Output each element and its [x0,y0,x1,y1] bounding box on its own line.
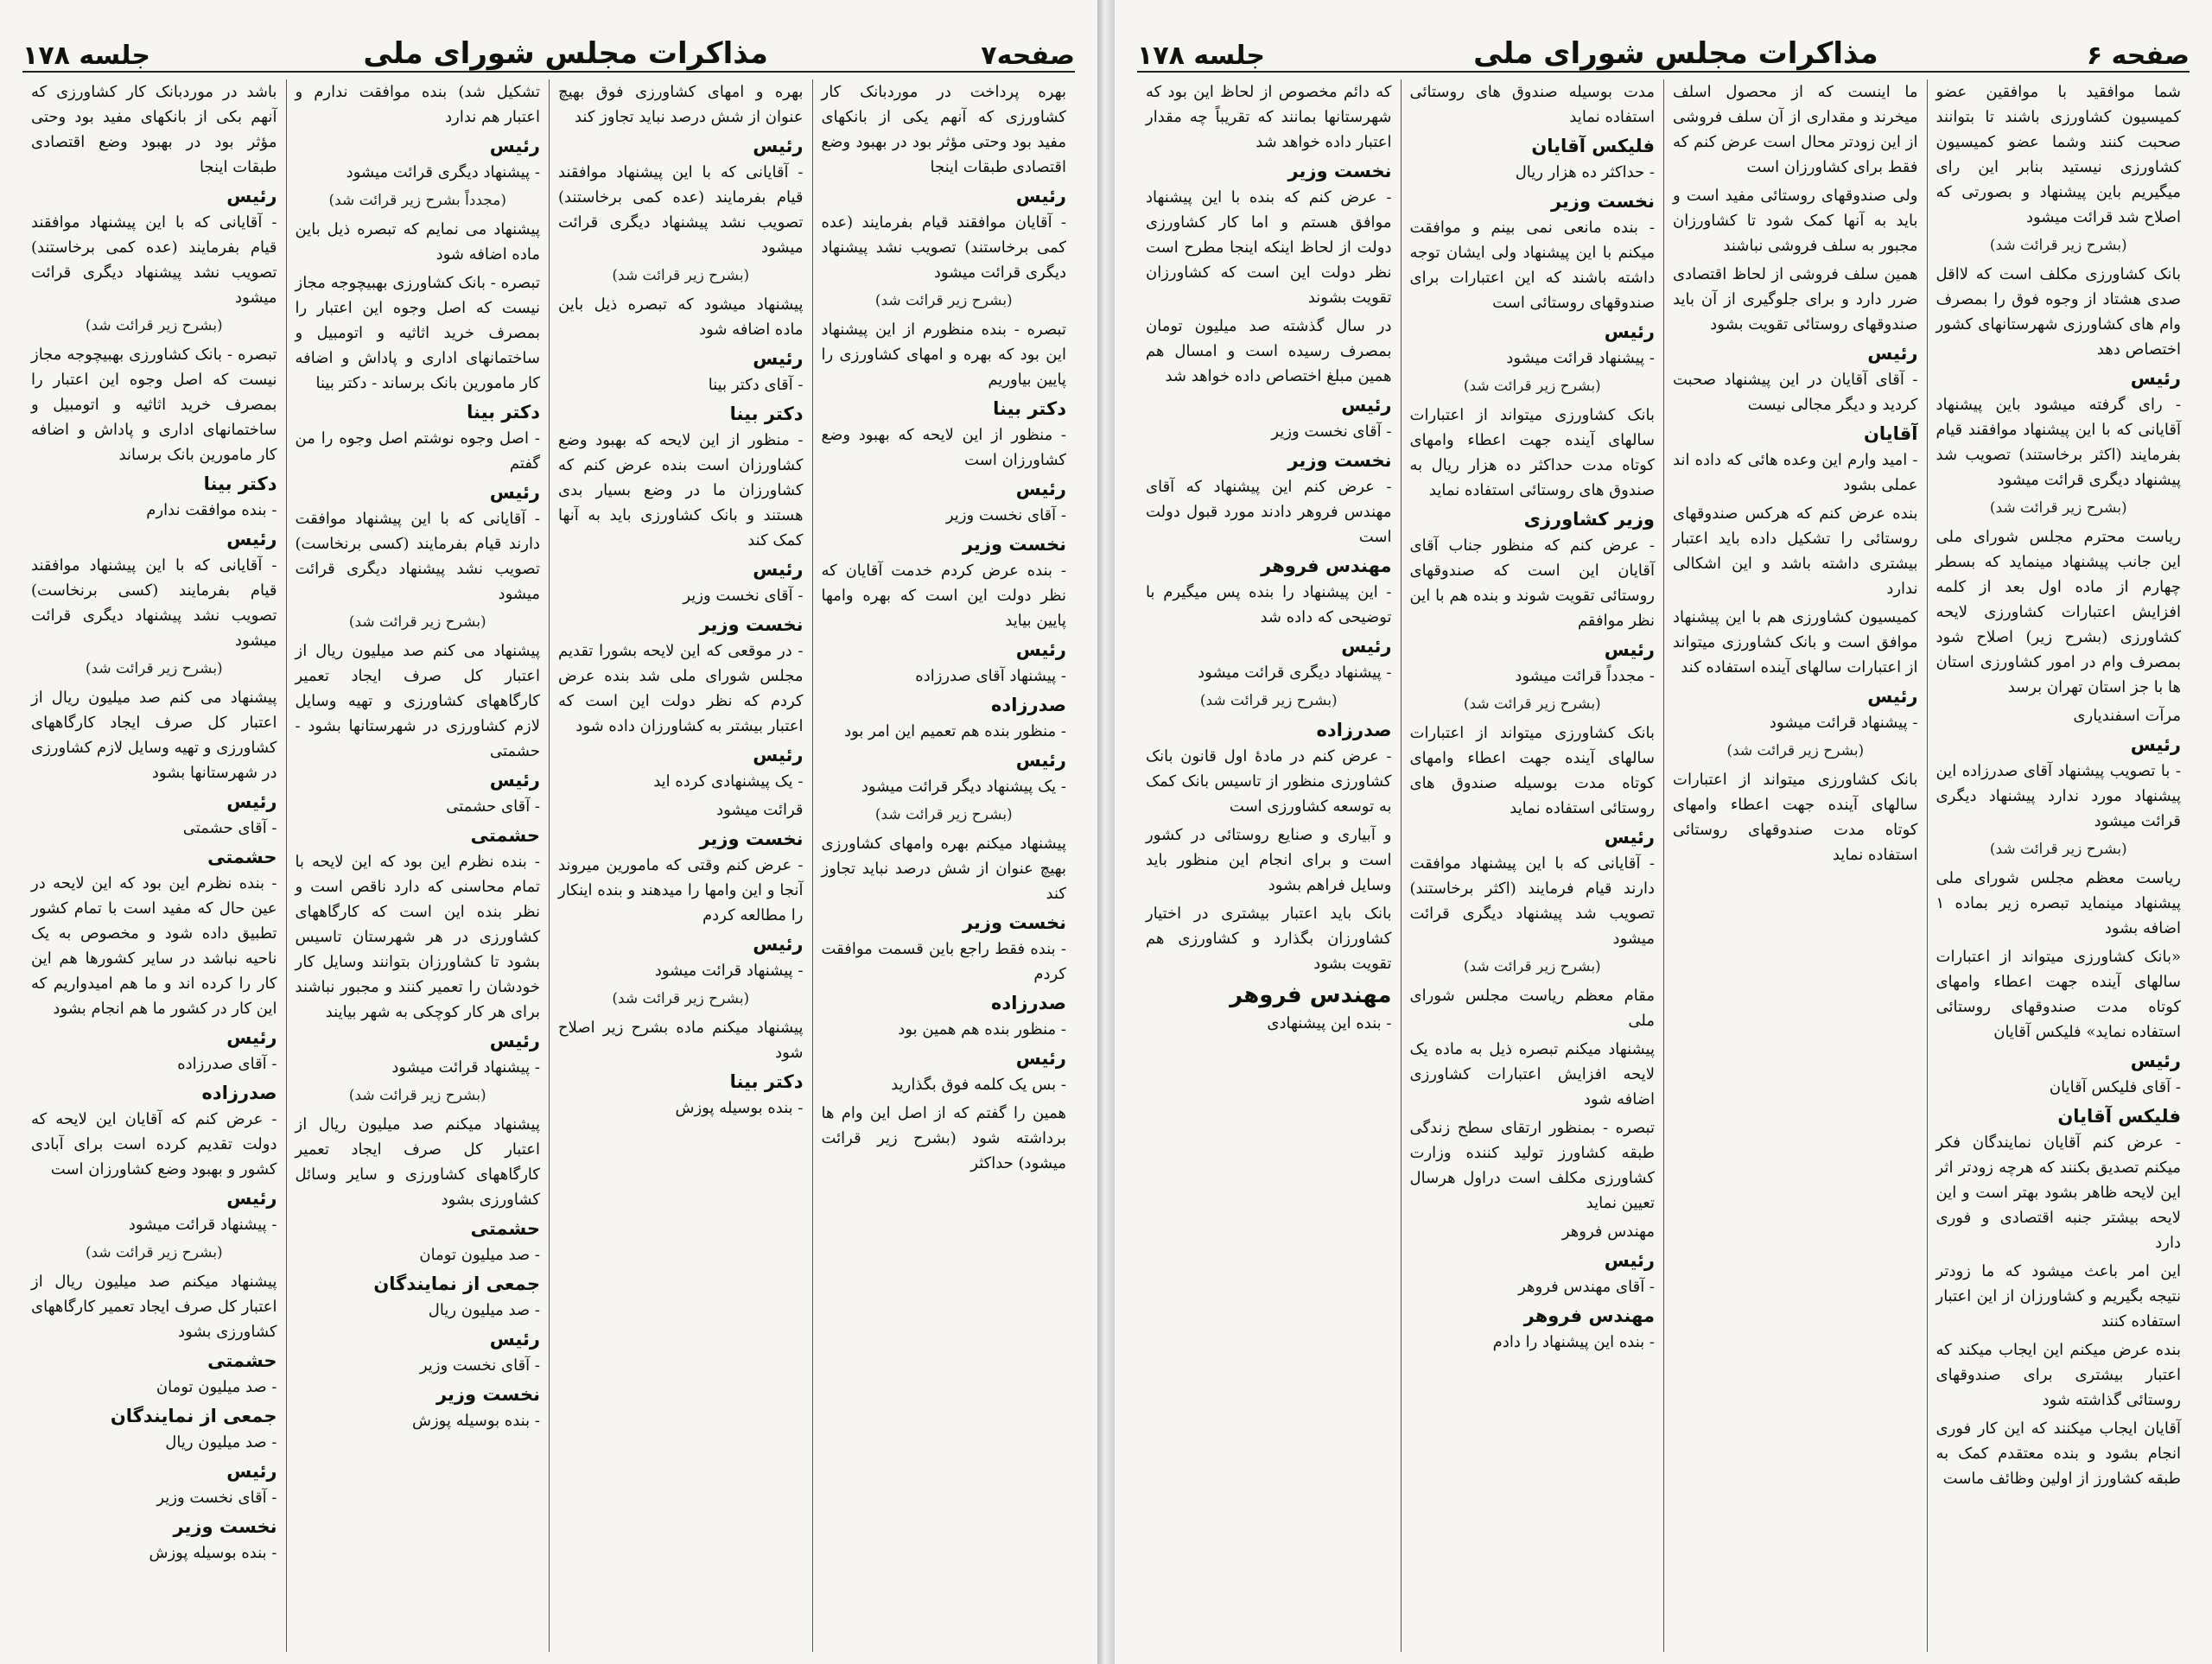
reading-note: (بشرح زیر قرائت شد) [85,660,223,677]
paragraph: - آقای حشمتی [182,819,277,837]
paragraph: - عرض کنم در مادۀ اول قانون بانک کشاورزی منظور از تاسیس بانک کمک به توسعه کشاورزی است [1146,747,1392,816]
paragraph: - این پیشنهاد را بنده پس میگیرم با توضیحی که داده شد [1146,583,1392,626]
speaker-name: رئیس [1867,686,1918,707]
left-page-columns [22,79,1075,1652]
reading-note: (بشرح زیر قرائت شد) [1989,841,2127,858]
paragraph: مهندس فروهر [1561,1223,1655,1241]
paragraph: - بنده مانعی نمی بینم و موافقت میکنم با این پیشنهاد ولی ایشان توجه داشته باشند که این اعتبارات برای صندوقهای روستائی است [1409,219,1655,312]
speaker-name: رئیس [226,1461,277,1482]
speaker-name: رئیس [226,1188,277,1209]
paragraph: «بانک کشاورزی میتواند از اعتبارات سالهای آینده جهت اعطاء وامهای کوتاه مدت صندوقهای روستائی استفاده نماید» فلیکس آقایان [1936,948,2181,1041]
paragraph: بنده عرض میکنم این ایجاب میکند که اعتبار بیشتری برای صندوقهای روستائی گذاشته شود [1936,1341,2181,1409]
speaker-name: حشمتی [470,825,540,846]
left-page-header [22,16,1075,73]
paragraph: - مجدداً قرائت میشود [1515,667,1655,685]
paragraph: بانک باید اعتبار بیشتری در اختیار کشاورزان بگذارد و کشاورزی هم تقویت بشود [1146,905,1392,973]
paragraph: بهره پرداخت در موردبانک کار کشاورزی که آنهم یکی از بانکهای مفید بود وحتی مؤثر بود در بهبود وضع اقتصادی طبقات اینجا [821,83,1066,176]
text-column [22,79,286,1652]
speaker-name: نخست وزیر [699,614,804,635]
speaker-name: رئیس [753,348,804,369]
paragraph: - آقای نخست وزیر [683,587,804,605]
paragraph: پیشنهاد میکنم تبصره ذیل به ماده یک لایحه افزایش اعتبارات کشاورزی اضافه شود [1409,1040,1655,1108]
reading-note: (مجدداً بشرح زیر قرائت شد) [328,192,507,209]
paragraph: - یک پیشنهاد دیگر قرائت میشود [861,778,1066,796]
paragraph: پیشنهاد می نمایم که تبصره ذیل باین ماده اضافه شود [295,220,540,264]
speaker-name: صدرزاده [991,695,1066,715]
speaker-name: رئیس [1341,395,1392,416]
paragraph: پیشنهاد میکنم صد میلیون ریال از اعتبار کل صرف ایجاد تعمیر کارگاههای کشاورزی بشود [31,1273,277,1341]
reading-note: (بشرح زیر قرائت شد) [348,1087,486,1104]
paragraph: - یک پیشنهادی کرده اید [653,772,804,791]
paragraph: - صد میلیون تومان [419,1246,540,1264]
paragraph: همین سلف فروشی از لحاظ اقتصادی ضرر دارد و برای جلوگیری از آن باید صندوقهای روستائی تقویت بشود [1673,265,1918,333]
speaker-name: نخست وزیر [962,534,1066,555]
paragraph: - بس یک کلمه فوق بگذارید [891,1076,1066,1094]
paragraph: - پیشنهاد قرائت میشود [1506,349,1655,367]
speaker-name: صدرزاده [991,993,1066,1013]
speaker-name: رئیس [753,745,804,765]
paragraph: - آقای حشمتی [446,797,540,816]
text-column [549,79,812,1652]
speaker-name: نخست وزیر [1287,450,1392,471]
speaker-name: نخست وزیر [1287,161,1392,181]
right-page-header [1137,16,2190,73]
left-page [0,0,1097,1664]
paragraph: - بنده بوسیله پوزش [149,1544,277,1562]
left-page-number: صفحه۷ [981,41,1075,71]
reading-note: (بشرح زیر قرائت شد) [874,806,1013,823]
reading-note: (بشرح زیر قرائت شد) [1989,237,2127,254]
reading-note: (بشرح زیر قرائت شد) [85,1244,223,1261]
speaker-name: نخست وزیر [699,829,804,849]
paragraph: تبصره - بمنظور ارتقای سطح زندگی طبقه کشاورز تولید کننده وزارت کشاورزی مکلف است دراول هرسال تعیین نماید [1409,1119,1655,1212]
paragraph: مرآت اسفندیاری [2073,707,2181,725]
paragraph: ما اینست که از محصول اسلف میخرند و مقداری از آن سلف فروشی از این زودتر محال است عرض کنم که فقط برای کشاورزان است [1673,83,1918,176]
paragraph: پیشنهاد میشود که تبصره ذیل باین ماده اضافه شود [558,295,804,339]
paragraph: - آقایانی که با این پیشنهاد موافقند قیام بفرمایند (عده کمی برخاستند) تصویب نشد پیشنهاد دیگری قرائت میشود [31,213,277,307]
paragraph: - آقای نخست وزیر [945,506,1066,524]
paragraph: - پیشنهاد قرائت میشود [391,1058,540,1077]
speaker-name: رئیس [489,1031,540,1051]
paragraph: بهره و امهای کشاورزی فوق بهیچ عنوان از شش درصد نباید تجاوز کند [558,83,804,126]
paragraph: - آقای نخست وزیر [419,1356,540,1375]
paragraph: - پیشنهاد قرائت میشود [654,962,804,980]
paragraph: - عرض کنم که آقایان این لایحه که دولت تقدیم کرده است برای آبادی کشور و بهبود وضع کشاورزان است [31,1110,277,1178]
text-column [1663,79,1927,1652]
paragraph: - آقای مهندس فروهر [1518,1278,1655,1296]
right-page [1115,0,2212,1664]
speaker-name: رئیس [2130,1051,2181,1071]
speaker-name: رئیس [226,186,277,206]
speaker-name: رئیس [489,770,540,791]
paragraph: - بنده بوسیله پوزش [675,1099,804,1117]
speaker-name: رئیس [1604,321,1655,342]
paragraph: - عرض کنم وقتی که مامورین میروند آنجا و این وامها را میدهند و بنده اینکار را مطالعه کردم [558,856,804,924]
paragraph: پیشنهاد می کنم صد میلیون ریال از اعتبار کل صرف ایجاد تعمیر کارگاههای کشاورزی و تهیه وسایل لازم کشاورزی در شهرستانها بشود - حشمتی [295,642,540,760]
paragraph: تبصره - بانک کشاورزی بهبیچوجه مجاز نیست که اصل وجوه این اعتبار را بمصرف خرید اثاثیه و اتومبیل و ساختمانهای اداری و پاداش و اضافه کار مامورین بانک برساند [31,346,277,464]
paragraph: - حداکثر ده هزار ریال [1515,163,1655,181]
speaker-name: صدرزاده [201,1083,277,1103]
paragraph: - منظور بنده هم همین بود [898,1020,1066,1038]
paragraph: - عرض کنم که بنده با این پیشنهاد موافق هستم و اما کار کشاورزی دولت از لحاظ اینکه اینجا مطرح است نظر دولت این است که کشاورزان تقویت بشوند [1146,188,1392,307]
speaker-name: رئیس [753,559,804,580]
paragraph: پیشنهاد میکنم ماده بشرح زیر اصلاح شود [558,1019,804,1062]
paragraph: - آقای آقایان در این پیشنهاد صحبت کردید و دیگر مجالی نیست [1673,371,1918,414]
reading-note: (بشرح زیر قرائت شد) [1463,695,1601,713]
speaker-name: جمعی از نمایندگان [373,1273,540,1294]
speaker-name: دکتر بینا [729,403,804,424]
paragraph: - عرض کنم که منظور جناب آقای آقایان این است که صندوقهای روستائی تقویت شوند و بنده هم با این نظر موافقم [1409,537,1655,630]
paragraph: - بنده بوسیله پوزش [412,1412,540,1430]
paragraph: پیشنهاد میکنم صد میلیون ریال از اعتبار کل صرف ایجاد تعمیر کارگاههای کشاورزی و سایر وسائل کشاورزی بشود [295,1115,540,1209]
speaker-name: رئیس [1604,639,1655,660]
speaker-name: رئیس [1604,827,1655,848]
paragraph: - آقای فلیکس آقایان [2049,1078,2181,1096]
speaker-name: رئیس [226,791,277,812]
left-page-title: مذاکرات مجلس شورای ملی [363,36,768,71]
speaker-name: رئیس [1015,639,1066,660]
text-column [1401,79,1664,1652]
paragraph: تبصره - بنده منظورم از این پیشنهاد این بود که بهره و امهای کشاورزی را پایین بیاوریم [821,321,1066,389]
paragraph: بانک کشاورزی میتواند از اعتبارات سالهای آینده جهت اعطاء وامهای کوتاه مدت حداکثر ده هزار ریال به صندوق های روستائی استفاده نماید [1409,406,1655,499]
paragraph: - آقای نخست وزیر [156,1489,277,1507]
speaker-name: نخست وزیر [962,912,1066,933]
speaker-name: رئیس [489,136,540,156]
paragraph: - آقای دکتر بینا [708,376,804,394]
paragraph: - آقایانی که با این پیشنهاد موافقند قیام بفرمایند (عده کمی برخاستند) تصویب نشد پیشنهاد دیگری قرائت میشود [558,163,804,257]
paragraph: بانک کشاورزی مکلف است که لااقل صدی هشتاد از وجوه فوق را بمصرف وام های کشاورزی شهرستانهای کشور اختصاص دهد [1936,265,2181,359]
paragraph: - صد میلیون ریال [428,1301,540,1319]
book-gutter [1097,0,1115,1664]
paragraph: - پیشنهاد دیگری قرائت میشود [1198,664,1392,682]
text-column [812,79,1076,1652]
speaker-name: فلیکس آقایان [2057,1106,2181,1127]
paragraph: - بنده فقط راجع باین قسمت موافقت کردم [821,940,1066,983]
paragraph: - پیشنهاد دیگری قرائت میشود [346,163,540,181]
paragraph: که دائم مخصوص از لحاظ این بود که شهرستانها بمانند که تقریباً چه مقدار اعتبار داده خواهد شد [1146,83,1392,151]
paragraph: ولی صندوقهای روستائی مفید است و باید به آنها کمک شود تا کشاورزان مجبور به سلف فروشی نباشند [1673,187,1918,255]
paragraph: - بنده موافقت ندارم [146,501,277,519]
right-page-columns [1137,79,2190,1652]
speaker-name: مهندس فروهر [1261,556,1392,576]
paragraph: و آبیاری و صنایع روستائی در کشور است و برای انجام این منظور باید وسایل فراهم بشود [1146,826,1392,894]
reading-note: (بشرح زیر قرائت شد) [612,990,750,1007]
reading-note: (بشرح زیر قرائت شد) [1989,499,2127,517]
speaker-name: جمعی از نمایندگان [110,1406,277,1426]
speaker-name: حشمتی [470,1218,540,1239]
paragraph: - عرض کنم این پیشنهاد که آقای مهندس فروهر دادند مورد قبول دولت است [1146,478,1392,546]
reading-note: (بشرح زیر قرائت شد) [85,317,223,334]
right-page-session: جلسه ۱۷۸ [1137,41,1265,71]
paragraph: بانک کشاورزی میتواند از اعتبارات سالهای آینده جهت اعطاء وامهای کوتاه مدت صندوقهای روستائی استفاده نماید [1673,771,1918,864]
paragraph: - اصل وجوه نوشتم اصل وجوه را من گفتم [295,429,540,473]
paragraph: - آقای نخست وزیر [1271,422,1392,441]
paragraph: - منظور بنده هم تعمیم این امر بود [844,722,1066,740]
paragraph: مدت بوسیله صندوق های روستائی استفاده نماید [1409,83,1655,126]
paragraph: - بنده عرض کردم خدمت آقایان که نظر دولت این است که بهره وامها پایین بیاید [821,562,1066,630]
text-column [286,79,550,1652]
paragraph: - آقای صدرزاده [177,1055,277,1073]
paragraph: ریاست معظم مجلس شورای ملی پیشنهاد مینماید تبصره زیر بماده ۱ اضافه بشود [1936,869,2181,937]
paragraph: در سال گذشته صد میلیون تومان بمصرف رسیده است و امسال هم همین مبلغ اختصاص داده خواهد شد [1146,317,1392,385]
right-page-number: صفحه ۶ [2086,41,2190,71]
speaker-name: آقایان [1863,423,1918,444]
speaker-name: رئیس [1867,343,1918,364]
speaker-name: نخست وزیر [173,1516,277,1537]
speaker-name: رئیس [2130,368,2181,389]
speaker-name: رئیس [753,136,804,156]
paragraph: - امید وارم این وعده هائی که داده اند عملی بشود [1673,451,1918,494]
speaker-name: رئیس [1341,636,1392,657]
speaker-name: دکتر بینا [993,398,1066,419]
speaker-name: رئیس [1015,186,1066,206]
paragraph: پیشنهاد میکنم بهره وامهای کشاورزی بهیچ عنوان از شش درصد نباید تجاوز کند [821,835,1066,903]
paragraph: - بنده نظرم این بود که این لایحه با تمام محاسنی که دارد ناقص است و نظر بنده این است که کارگاههای کشاورزی در هر شهرستان تاسیس بشود تا کشاورزان بتوانند وسایل کار خودشان را تعمیر کنند و مجبور نباشند برای هر کار کوچکی به شهر بیایند [295,853,540,1021]
speaker-name: رئیس [1015,1048,1066,1069]
paragraph: مقام معظم ریاست مجلس شورای ملی [1409,987,1655,1030]
paragraph: - آقایانی که با این پیشنهاد موافقت دارند قیام فرمایند (اکثر برخاستند) تصویب شد پیشنهاد دیگری قرائت میشود [1409,854,1655,948]
reading-note: (بشرح زیر قرائت شد) [612,267,750,284]
speaker-name: رئیس [489,482,540,503]
speaker-name: رئیس [1015,750,1066,771]
speaker-name: رئیس [489,1329,540,1350]
paragraph: همین را گفتم که از اصل این وام ها برداشته شود (بشرح زیر قرائت میشود) حداکثر [821,1104,1066,1172]
paragraph: بنده عرض کنم که هرکس صندوقهای روستائی را تشکیل داده باید اعتبار بیشتری داشته باشد و این اشکالی ندارد [1673,505,1918,598]
speaker-name: دکتر بینا [203,473,277,494]
speaker-name: صدرزاده [1316,720,1392,740]
reading-note: (بشرح زیر قرائت شد) [874,292,1013,309]
paragraph: آقایان ایجاب میکنند که این کار فوری انجام بشود و بنده معتقدم کمک به طبقه کشاورز از اولین وظائف ماست [1936,1419,2181,1488]
reading-note: (بشرح زیر قرائت شد) [1463,958,1601,975]
reading-note: (بشرح زیر قرائت شد) [348,613,486,631]
paragraph: تشکیل شد) بنده موافقت ندارم و اعتبار هم ندارد [295,83,540,126]
speaker-name: نخست وزیر [1550,191,1655,212]
paragraph: - پیشنهاد قرائت میشود [1769,714,1918,732]
paragraph: - منظور از این لایحه که بهبود وضع کشاورزان است بنده عرض کنم که کشاورزان ما در وضع بسیار بدی هستند و بانک کشاورزی باید به آنها کمک کند [558,431,804,549]
paragraph: - آقایانی که با این پیشنهاد موافقند قیام بفرمایند (کسی برنخاست) تصویب نشد پیشنهاد دیگری قرائت میشود [31,556,277,650]
paragraph: - آقایانی که با این پیشنهاد موافقت دارند قیام بفرمایند (کسی برنخاست) تصویب نشد پیشنهاد دیگری قرائت میشود [295,510,540,603]
reading-note: (بشرح زیر قرائت شد) [1726,742,1865,759]
paragraph: - با تصویب پیشنهاد آقای صدرزاده این پیشنهاد مورد ندارد پیشنهاد دیگری قرائت میشود [1936,762,2181,830]
paragraph: ریاست محترم مجلس شورای ملی این جانب پیشنهاد مینماید که بسطر چهارم از ماده اول بعد از کلمه افزایش اعتبارات کشاورزی لایحه کشاورزی (بشرح زیر) اصلاح شود بمصرف وام در امور کشاورزی استان ها با جز استان تهران برسد [1936,528,2181,696]
paragraph: - در موقعی که این لایحه بشورا تقدیم مجلس شورای ملی شد بنده عرض کردم که نظر دولت این است که اعتبار بیشتر به کشاورزان داده شود [558,642,804,735]
speaker-name: وزیر کشاورزی [1523,509,1655,530]
paragraph: - بنده نظرم این بود که این لایحه در عین حال که مفید است با تمام کشور تطبیق داده شود و مخصوص به یک ناحیه نباشد در سایر کشورها هم این کار را کرده اند و ما هم امیدواریم که این کار در کشور ما هم انجام بشود [31,874,277,1018]
paragraph: - پیشنهاد آقای صدرزاده [915,667,1066,685]
paragraph: - آقایان موافقند قیام بفرمایند (عده کمی برخاستند) تصویب نشد پیشنهاد دیگری قرائت میشود [821,213,1066,282]
speaker-name: رئیس [226,1027,277,1048]
speaker-name: حشمتی [207,1350,277,1371]
paragraph: - صد میلیون ریال [165,1433,277,1451]
speaker-name: رئیس [753,934,804,955]
speaker-name: فلیکس آقایان [1531,136,1655,156]
paragraph: این امر باعث میشود که ما زودتر نتیجه بگیریم و کشاورزان از این اعتبار استفاده کنند [1936,1262,2181,1331]
left-page-session: جلسه ۱۷۸ [22,41,150,71]
speaker-name: رئیس [1604,1250,1655,1271]
speaker-name: دکتر بینا [729,1071,804,1092]
speaker-name: رئیس [226,529,277,549]
speaker-name: رئیس [2130,734,2181,755]
paragraph: - بنده این پیشنهادی [1267,1014,1392,1032]
text-column [1137,79,1401,1652]
paragraph: باشد در موردبانک کار کشاورزی که آنهم بکی از بانکهای مفید بود وحتی مؤثر بود در بهبود وضع اقتصادی طبقات اینجا [31,83,277,176]
speaker-name: مهندس فروهر [1523,1305,1655,1326]
paragraph: تبصره - بانک کشاورزی بهبیچوجه مجاز نیست که اصل وجوه این اعتبار را بمصرف خرید اثاثیه و اتومبیل و ساختمانهای اداری و پاداش و اضافه کار مامورین بانک برساند - دکتر بینا [295,274,540,392]
paragraph: - صد میلیون تومان [156,1378,277,1396]
paragraph: - منظور از این لایحه که بهبود وضع کشاورزان است [821,426,1066,469]
speaker-name: دکتر بینا [467,402,540,422]
right-page-title: مذاکرات مجلس شورای ملی [1473,36,1878,71]
speaker-name: رئیس [1015,479,1066,499]
paragraph: کمیسیون کشاورزی هم با این پیشنهاد موافق است و بانک کشاورزی میتواند از اعتبارات سالهای آینده استفاده کند [1673,608,1918,676]
text-column [1927,79,2190,1652]
paragraph: - رای گرفته میشود باین پیشنهاد آقایانی که با این پیشنهاد موافقند قیام بفرمایند (اکثر برخاستند) تصویب شد پیشنهاد دیگری قرائت میشود [1936,396,2181,489]
paragraph: بانک کشاورزی میتواند از اعتبارات سالهای آینده جهت اعطاء وامهای کوتاه مدت بوسیله صندوق های روستائی استفاده نماید [1409,724,1655,817]
speaker-name-large: مهندس فروهر [1230,982,1392,1008]
paragraph: - پیشنهاد قرائت میشود [128,1216,277,1234]
paragraph: - عرض کنم آقایان نمایندگان فکر میکنم تصدیق بکنند که هرچه زودتر اثر این لایحه ظاهر بشود بهتر است و این لایحه بیشتر جنبه اقتصادی و فوری دارد [1936,1134,2181,1252]
paragraph: پیشنهاد می کنم صد میلیون ریال از اعتبار کل صرف ایجاد کارگاههای کشاورزی و تهیه وسایل لازم کشاورزی در شهرستانها بشود [31,689,277,782]
paragraph: - بنده این پیشنهاد را دادم [1492,1333,1655,1351]
reading-note: (بشرح زیر قرائت شد) [1463,378,1601,395]
speaker-name: نخست وزیر [435,1384,540,1405]
paragraph: قرائت میشود [716,801,804,819]
speaker-name: حشمتی [207,847,277,867]
paragraph: شما موافقید با موافقین عضو کمیسیون کشاورزی باشند تا بتوانند صحبت کنند وشما عضو کمیسیون کشاورزی نیستید بنابر این رای میگیریم باین پیشنهاد و بصورتی که اصلاح شد قرائت میشود [1936,83,2181,226]
reading-note: (بشرح زیر قرائت شد) [1199,692,1338,709]
